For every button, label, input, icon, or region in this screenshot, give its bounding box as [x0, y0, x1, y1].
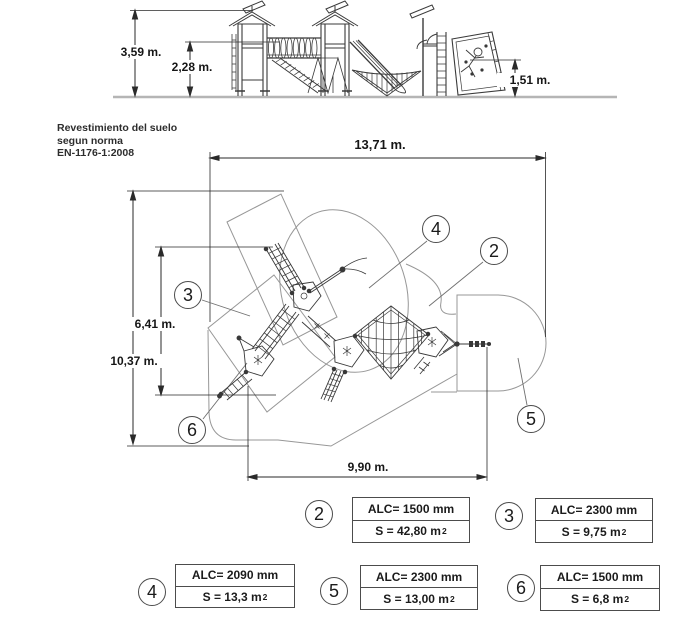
spec-box-5: [360, 565, 478, 610]
spec-box-2: [352, 497, 470, 543]
note-line-1: Revestimiento del suelo: [57, 122, 178, 134]
spec-3-surface: S = 9,75 m 2: [561, 524, 627, 539]
dim-plan-height-label: 10,37 m.: [100, 354, 168, 368]
spec-box-3: [535, 498, 653, 543]
dim-total-width-label: 13,71 m.: [330, 138, 430, 152]
spec-circle-6: 6: [507, 574, 535, 602]
spec-6-alc: ALC= 1500 mm: [541, 566, 659, 589]
spec-5-alc: ALC= 2300 mm: [361, 566, 477, 588]
plan-marker-3: 3: [174, 281, 202, 309]
note-line-2: segun norma: [57, 134, 123, 147]
spec-3-alc: ALC= 2300 mm: [536, 499, 652, 521]
spec-box-4: [175, 564, 295, 608]
spec-4-surface: S = 13,3 m 2: [202, 589, 268, 604]
dim-inner-height-label: 6,41 m.: [124, 317, 186, 331]
spec-2-surface: S = 42,80 m 2: [375, 524, 447, 539]
spec-box-6: [540, 565, 660, 611]
plan-marker-2: 2: [480, 237, 508, 265]
spec-4-alc: ALC= 2090 mm: [176, 565, 294, 587]
elevation-structure: [229, 1, 505, 96]
dim-right-height-label: 1,51 m.: [497, 73, 563, 87]
surface-norm-note: [57, 122, 177, 160]
spec-6-surface: S = 6,8 m 2: [570, 592, 630, 607]
dim-total-height-label: 3,59 m.: [108, 45, 174, 59]
zone-6-bottom: [208, 330, 457, 446]
plan-marker-4: 4: [422, 215, 450, 243]
plan-marker-6: 6: [178, 416, 206, 444]
spec-circle-3: 3: [495, 502, 523, 530]
dim-inner-width-label: 9,90 m.: [330, 460, 406, 474]
spec-circle-4: 4: [138, 578, 166, 606]
spec-5-surface: S = 13,00 m 2: [383, 591, 455, 606]
plan-marker-5: 5: [517, 405, 545, 433]
zone-3-square: [208, 275, 335, 412]
spec-circle-5: 5: [320, 577, 348, 605]
zone-right-bump: [406, 264, 456, 314]
spec-2-alc: ALC= 1500 mm: [353, 498, 469, 521]
note-line-3: EN-1176-1:2008: [57, 147, 135, 159]
plan-safety-zones: [208, 193, 546, 446]
spec-circle-2: 2: [305, 500, 333, 528]
dim-mid-height-label: 2,28 m.: [160, 60, 224, 74]
